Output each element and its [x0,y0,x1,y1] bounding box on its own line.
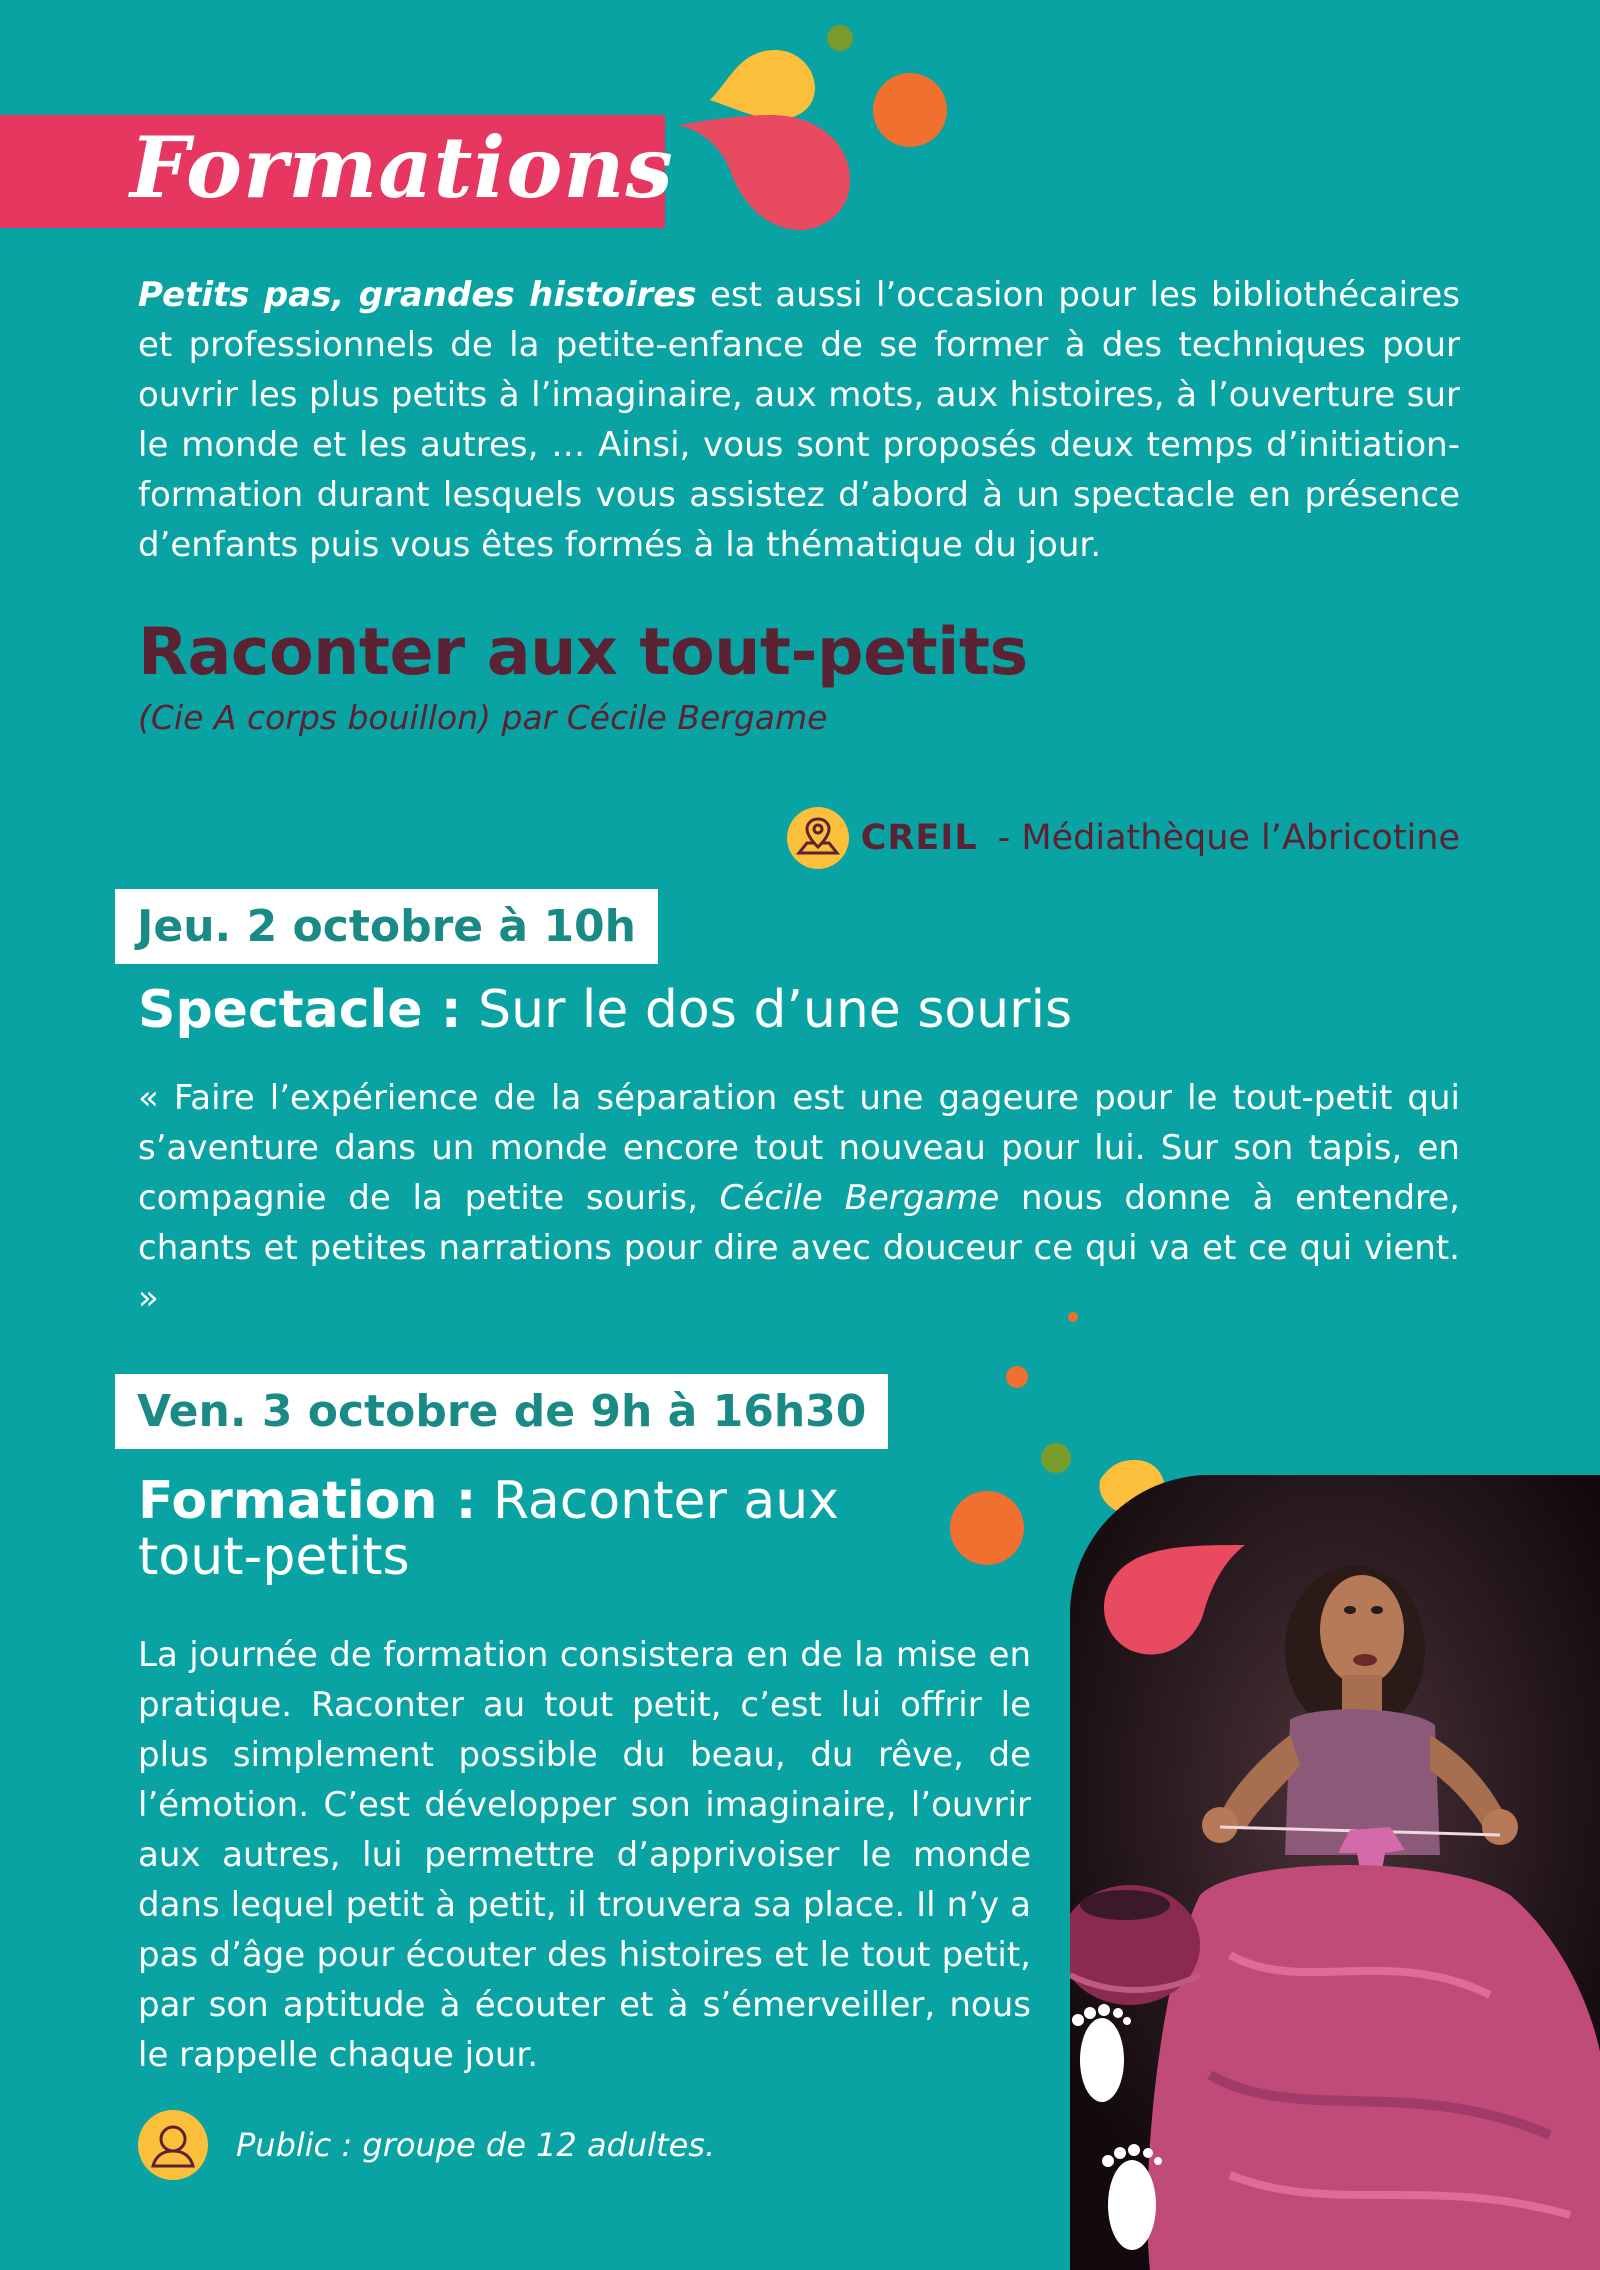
decorative-drop-photo [1085,1525,1245,1665]
session1-text-b: nous donne à entendre, chants et petites narrations pour dire avec douceur ce qui va et ce qui vient. » [138,1178,1460,1318]
session1-date: Jeu. 2 octobre à 10h [115,889,658,964]
location-venue: - Médiathèque l’Abricotine [997,818,1460,858]
session2-date: Ven. 3 octobre de 9h à 16h30 [115,1374,888,1449]
event-location [787,808,1460,868]
decorative-bubbles-top [670,20,990,240]
session1-description [138,1073,1460,1323]
location-city: CREIL [860,818,978,858]
event-title: Raconter aux tout-petits [138,615,1028,690]
session2-name-line2: tout-petits [138,1527,410,1587]
intro-text: est aussi l’occasion pour les bibliothécaires et professionnels de la petite-enfance de se former à des techniques pour ouvrir les plus petits à l’imaginaire, aux mots, aux histoires, à l’ouverture sur le monde et les autres, … Ainsi, vous sont proposés deux temps d’initiation-formation durant lesquels vous assistez d’abord à un spectacle en présence d’enfants puis vous êtes formés à la thématique du jour. [138,275,1460,565]
person-icon [138,2110,208,2180]
session2-name-line1: Raconter aux [492,1471,840,1531]
session1-text-em: Cécile Bergame [719,1178,1000,1218]
event-subtitle: (Cie A corps bouillon) par Cécile Bergame [138,698,828,737]
audience-info [138,2110,715,2180]
audience-text: Public : groupe de 12 adultes. [236,2126,716,2164]
intro-lead: Petits pas, grandes histoires [138,275,697,315]
map-pin-icon [787,807,849,869]
intro-paragraph [138,270,1460,570]
session1-kind: Spectacle : [138,980,462,1040]
session1-text-a: « Faire l’expérience de la séparation est une gageure pour le tout-petit qui s’aventure dans un monde encore tout nouveau pour lui. Sur son tapis, en compagnie de la petite souris, [138,1078,1460,1218]
page-title: Formations [130,118,674,217]
session2-title [138,1473,839,1585]
session1-title [138,982,1072,1038]
session1-name: Sur le dos d’une souris [478,980,1073,1040]
session2-kind: Formation : [138,1471,477,1531]
session2-description: La journée de formation consistera en de la mise en pratique. Raconter au tout petit, c’est lui offrir le plus simplement possible du beau, du rêve, de l’émotion. C’est développer son imaginaire, l’ouvrir aux autres, lui permettre d’apprivoiser le monde dans lequel petit à petit, il trouvera sa place. Il n’y a pas d’âge pour écouter des histoires et le tout petit, par son aptitude à écouter et à s’émerveiller, nous le rappelle chaque jour. [138,1635,1031,2075]
